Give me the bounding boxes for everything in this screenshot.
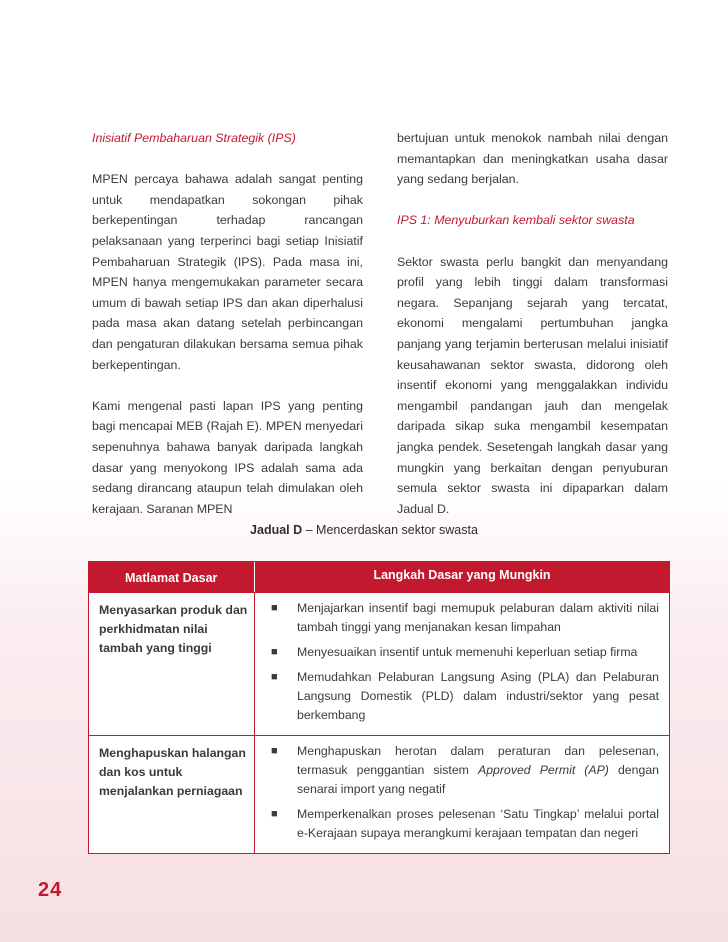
goal-cell: Menyasarkan produk dan perkhidmatan nilai tambah yang tinggi [89,593,255,735]
list-item-text [297,742,659,799]
list-item [265,643,659,662]
list-item-text-italic: Approved Permit (AP) [478,763,609,777]
square-bullet-icon: ■ [271,646,278,658]
table-row [89,735,669,853]
right-column [397,128,668,519]
square-bullet-icon: ■ [271,808,278,820]
list-item [265,805,659,843]
measures-cell [255,736,669,853]
list-item-text: Memperkenalkan proses pelesenan ‘Satu Tingkap’ melalui portal e-Kerajaan supaya merangkumi kerajaan tempatan dan negeri [297,807,659,840]
table-header [89,562,669,592]
square-bullet-icon: ■ [271,745,278,757]
paragraph: Sektor swasta perlu bangkit dan menyandang profil yang lebih tinggi dalam transformasi negara. Sepanjang sejarah yang tercatat, ekonomi mengalami pertumbuhan jangka panjang yang terjamin berterusan melalui inisiatif keusahawanan sektor swasta, didorong oleh insentif ekonomi yang menggalakkan individu mengambil pandangan jauh dan mengelak daripada sikap suka mengambil kesempatan jangka pendek. Sesetengah langkah dasar yang mungkin yang berkaitan dengan penyuburan semula sektor swasta ini dipaparkan dalam Jadual D. [397,254,668,516]
section-heading: IPS 1: Menyuburkan kembali sektor swasta [397,213,635,228]
square-bullet-icon: ■ [271,671,278,683]
list-item-text: Memudahkan Pelaburan Langsung Asing (PLA) dan Pelaburan Langsung Domestik (PLD) dalam industri/sektor yang pesat berkembang [297,670,659,722]
paragraph: MPEN percaya bahawa adalah sangat penting untuk mendapatkan sokongan pihak berkepentingan terhadap rancangan pelaksanaan yang terperinci bagi setiap Inisiatif Pembaharuan Strategik (IPS). Pada masa ini, MPEN hanya mengemukakan parameter secara umum di bawah setiap IPS dan akan diperhalusi pada masa akan datang setelah perbincangan dan pengaturan dilakukan bersama semua pihak berkepentingan. [92,172,363,372]
list-item [265,742,659,799]
paragraph: bertujuan untuk menokok nambah nilai dengan memantapkan dan meningkatkan usaha dasar yang sedang berjalan. [397,131,668,187]
paragraph: Kami mengenal pasti lapan IPS yang penting bagi mencapai MEB (Rajah E). MPEN menyedari sepenuhnya bahawa banyak daripada langkah dasar yang menyokong IPS adalah sama ada sedang dirancang ataupun telah dimulakan oleh kerajaan. Saranan MPEN [92,398,363,516]
list-item-text: Menjajarkan insentif bagi memupuk pelaburan dalam aktiviti nilai tambah tinggi yang menjanakan kesan limpahan [297,601,659,634]
table-caption [0,523,728,537]
policy-table [88,561,670,854]
header-goal: Matlamat Dasar [89,562,255,592]
page-number: 24 [38,879,63,901]
table-caption-label: Jadual D [250,523,303,537]
header-measures: Langkah Dasar yang Mungkin [373,568,551,582]
goal-cell: Menghapuskan halangan dan kos untuk menjalankan perniagaan [89,736,255,853]
square-bullet-icon: ■ [271,602,278,614]
left-column [92,128,363,519]
list-item [265,668,659,725]
list-item-text: Menyesuaikan insentif untuk memenuhi keperluan setiap firma [297,645,638,659]
list-item [265,599,659,637]
list-item-text-part: Menghapuskan herotan dalam peraturan dan pelesenan, termasuk penggantian sistem [297,744,659,777]
measures-cell [255,593,669,735]
section-heading: Inisiatif Pembaharuan Strategik (IPS) [92,131,296,145]
table-caption-text: – Mencerdaskan sektor swasta [302,523,478,537]
table-row [89,592,669,735]
list-item-text-part: dengan senarai import yang negatif [297,763,660,796]
